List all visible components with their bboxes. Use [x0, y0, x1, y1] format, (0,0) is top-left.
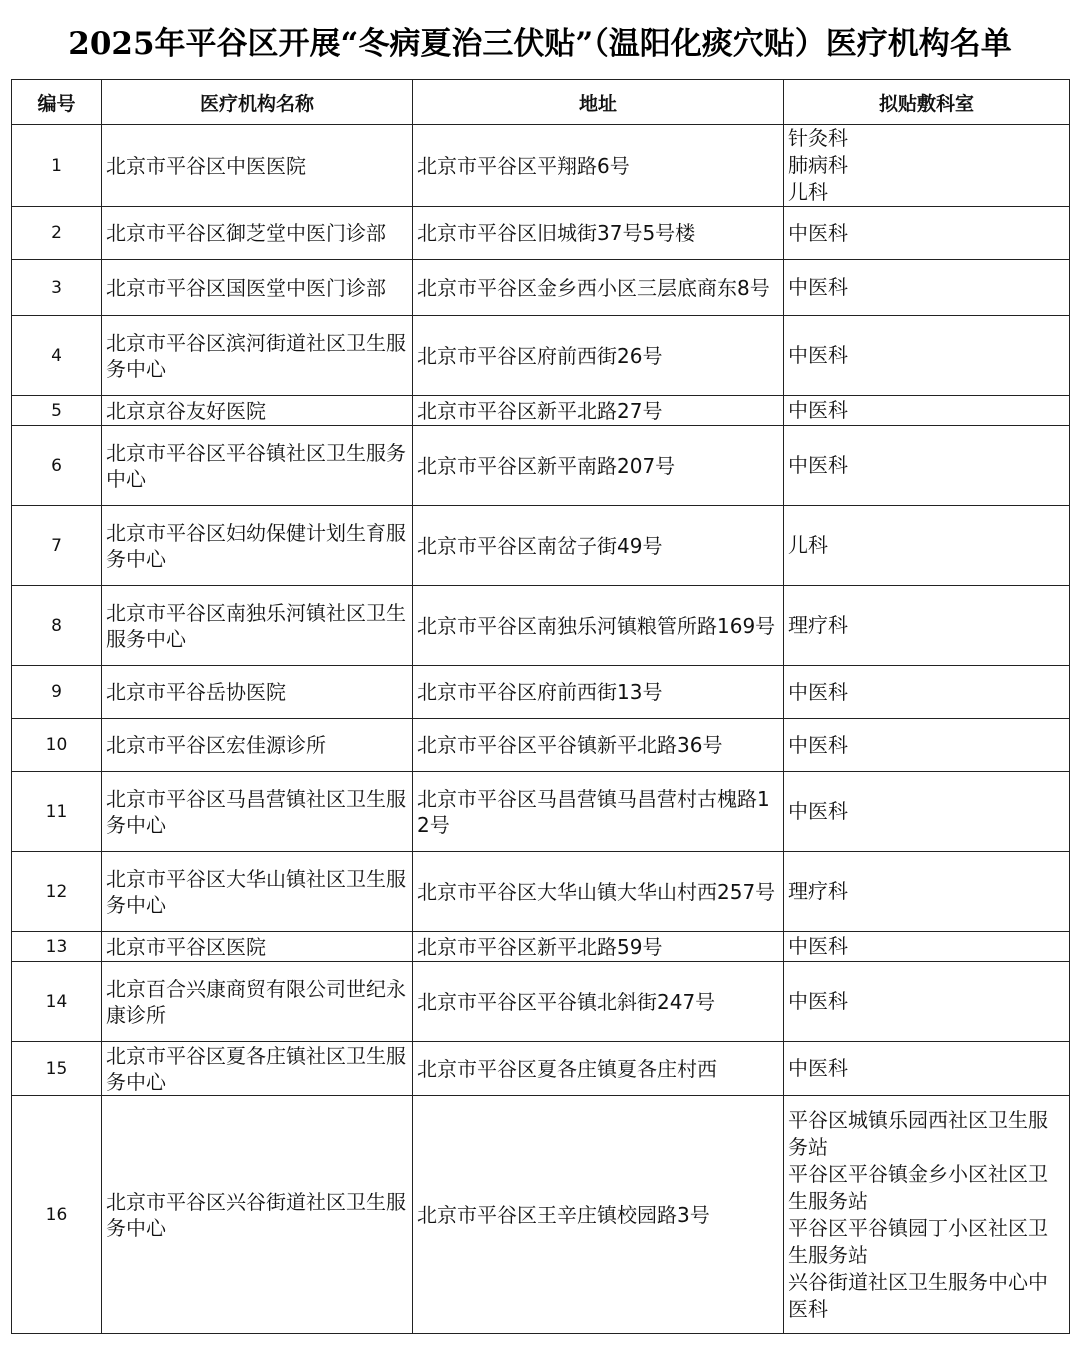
department: 中医科	[784, 426, 1070, 506]
department: 中医科	[784, 932, 1070, 962]
institution-name: 北京市平谷区妇幼保健计划生育服务中心	[102, 506, 413, 586]
institution-name: 北京市平谷区宏佳源诊所	[102, 719, 413, 772]
table-row	[12, 666, 1070, 719]
institution-name: 北京市平谷区马昌营镇社区卫生服务中心	[102, 772, 413, 852]
table-row	[12, 932, 1070, 962]
institution-name: 北京市平谷区滨河街道社区卫生服务中心	[102, 316, 413, 396]
department: 针灸科 肺病科 儿科	[784, 125, 1070, 207]
table-row	[12, 772, 1070, 852]
institution-name: 北京市平谷区兴谷街道社区卫生服务中心	[102, 1096, 413, 1334]
institution-address: 北京市平谷区王辛庄镇校园路3号	[413, 1096, 784, 1334]
table-header-row	[12, 80, 1070, 125]
institution-address: 北京市平谷区府前西街26号	[413, 316, 784, 396]
institution-address: 北京市平谷区夏各庄镇夏各庄村西	[413, 1042, 784, 1096]
row-number: 16	[12, 1096, 102, 1334]
row-number: 2	[12, 207, 102, 260]
institution-name: 北京市平谷岳协医院	[102, 666, 413, 719]
table-row	[12, 260, 1070, 316]
institution-address: 北京市平谷区南岔子街49号	[413, 506, 784, 586]
row-number: 6	[12, 426, 102, 506]
department: 中医科	[784, 772, 1070, 852]
table-row	[12, 396, 1070, 426]
department: 儿科	[784, 506, 1070, 586]
institution-address: 北京市平谷区府前西街13号	[413, 666, 784, 719]
institution-name: 北京市平谷区御芝堂中医门诊部	[102, 207, 413, 260]
institution-name: 北京百合兴康商贸有限公司世纪永康诊所	[102, 962, 413, 1042]
row-number: 12	[12, 852, 102, 932]
institution-address: 北京市平谷区平谷镇新平北路36号	[413, 719, 784, 772]
institution-address: 北京市平谷区大华山镇大华山村西257号	[413, 852, 784, 932]
document-title: 2025年平谷区开展“冬病夏治三伏贴”（温阳化痰穴贴）医疗机构名单	[68, 26, 1012, 62]
institution-table	[11, 79, 1070, 1334]
row-number: 3	[12, 260, 102, 316]
institution-address: 北京市平谷区金乡西小区三层底商东8号	[413, 260, 784, 316]
institution-address: 北京市平谷区旧城街37号5号楼	[413, 207, 784, 260]
institution-address: 北京市平谷区平翔路6号	[413, 125, 784, 207]
row-number: 9	[12, 666, 102, 719]
table-row	[12, 207, 1070, 260]
row-number: 11	[12, 772, 102, 852]
department: 理疗科	[784, 586, 1070, 666]
table-row	[12, 962, 1070, 1042]
department: 中医科	[784, 666, 1070, 719]
row-number: 10	[12, 719, 102, 772]
table-row	[12, 586, 1070, 666]
institution-address: 北京市平谷区南独乐河镇粮管所路169号	[413, 586, 784, 666]
row-number: 1	[12, 125, 102, 207]
institution-name: 北京市平谷区大华山镇社区卫生服务中心	[102, 852, 413, 932]
table-body	[12, 125, 1070, 1334]
department: 中医科	[784, 207, 1070, 260]
institution-address: 北京市平谷区平谷镇北斜街247号	[413, 962, 784, 1042]
table-row	[12, 719, 1070, 772]
header-department: 拟贴敷科室	[784, 80, 1070, 125]
header-institution-name: 医疗机构名称	[102, 80, 413, 125]
table-row	[12, 125, 1070, 207]
header-number: 编号	[12, 80, 102, 125]
institution-name: 北京市平谷区医院	[102, 932, 413, 962]
department: 平谷区城镇乐园西社区卫生服务站 平谷区平谷镇金乡小区社区卫生服务站 平谷区平谷镇园丁小区社区卫生服务站 兴谷街道社区卫生服务中心中医科	[784, 1096, 1070, 1334]
institution-address: 北京市平谷区马昌营镇马昌营村古槐路12号	[413, 772, 784, 852]
table-row	[12, 506, 1070, 586]
table-row	[12, 1042, 1070, 1096]
institution-address: 北京市平谷区新平北路59号	[413, 932, 784, 962]
department: 中医科	[784, 260, 1070, 316]
institution-address: 北京市平谷区新平北路27号	[413, 396, 784, 426]
table-row	[12, 316, 1070, 396]
table-row	[12, 852, 1070, 932]
row-number: 13	[12, 932, 102, 962]
header-address: 地址	[413, 80, 784, 125]
institution-name: 北京市平谷区南独乐河镇社区卫生服务中心	[102, 586, 413, 666]
department: 中医科	[784, 316, 1070, 396]
institution-name: 北京京谷友好医院	[102, 396, 413, 426]
row-number: 15	[12, 1042, 102, 1096]
department: 理疗科	[784, 852, 1070, 932]
table-row	[12, 1096, 1070, 1334]
institution-address: 北京市平谷区新平南路207号	[413, 426, 784, 506]
department: 中医科	[784, 962, 1070, 1042]
row-number: 8	[12, 586, 102, 666]
table-row	[12, 426, 1070, 506]
department: 中医科	[784, 719, 1070, 772]
row-number: 14	[12, 962, 102, 1042]
institution-name: 北京市平谷区国医堂中医门诊部	[102, 260, 413, 316]
row-number: 7	[12, 506, 102, 586]
institution-name: 北京市平谷区平谷镇社区卫生服务中心	[102, 426, 413, 506]
row-number: 5	[12, 396, 102, 426]
department: 中医科	[784, 1042, 1070, 1096]
institution-name: 北京市平谷区中医医院	[102, 125, 413, 207]
department: 中医科	[784, 396, 1070, 426]
institution-name: 北京市平谷区夏各庄镇社区卫生服务中心	[102, 1042, 413, 1096]
row-number: 4	[12, 316, 102, 396]
